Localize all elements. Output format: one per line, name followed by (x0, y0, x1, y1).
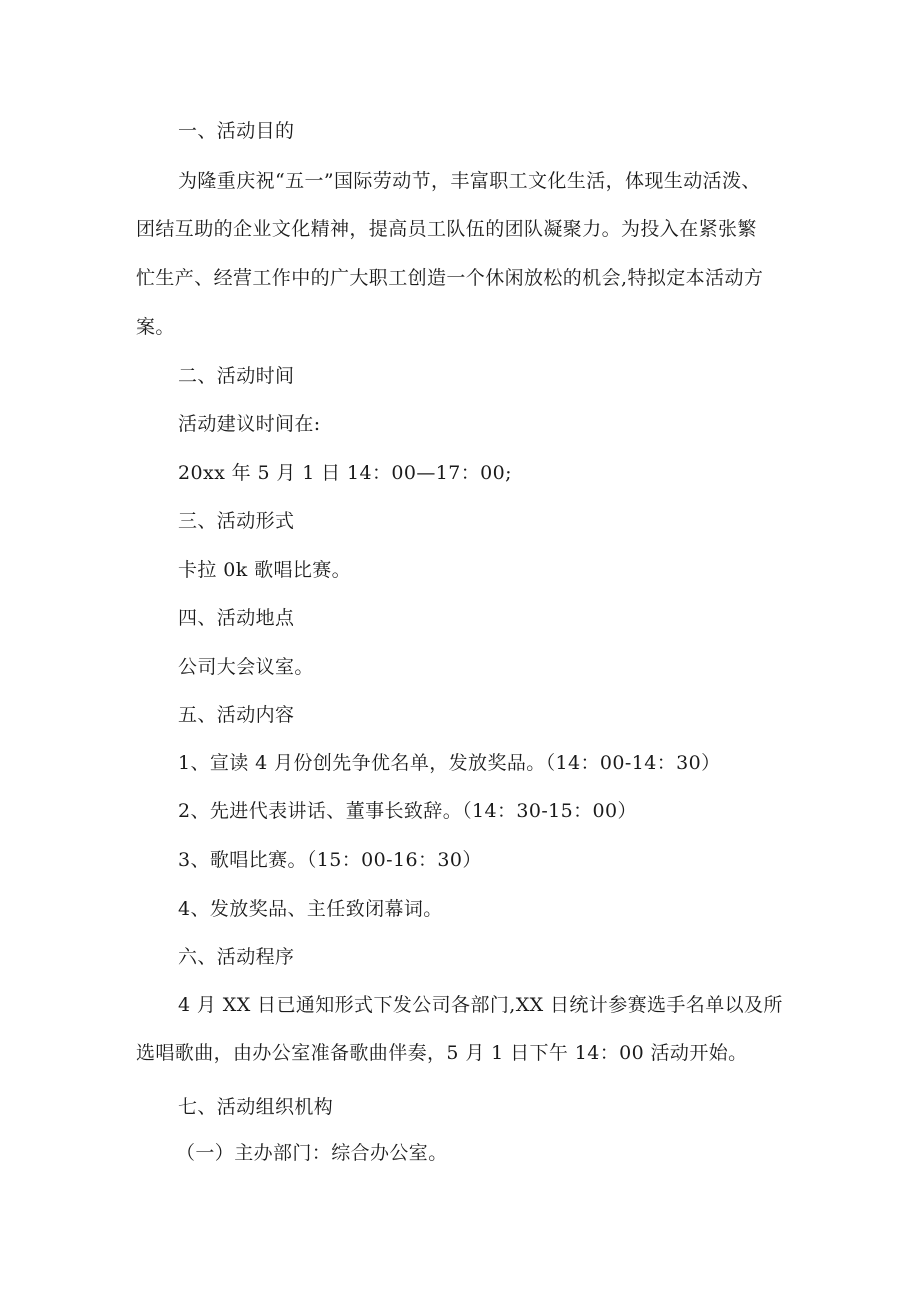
procedure-line-2: 选唱歌曲，由办公室准备歌曲伴奏，5 月 1 日下午 14：00 活动开始。 (136, 1042, 748, 1064)
organization-item-1: （一）主办部门：综合办公室。 (176, 1142, 448, 1164)
content-item-4: 4、发放奖品、主任致闭幕词。 (178, 898, 443, 920)
content-item-1: 1、宣读 4 月份创先争优名单，发放奖品。（14：00-14：30） (178, 752, 721, 774)
time-intro: 活动建议时间在: (178, 413, 321, 435)
location-value: 公司大会议室。 (178, 656, 314, 678)
procedure-line-1: 4 月 XX 日已通知形式下发公司各部门,XX 日统计参赛选手名单以及所 (178, 994, 783, 1016)
paragraph-purpose-line-4: 案。 (136, 316, 175, 338)
heading-procedure: 六、活动程序 (178, 946, 295, 968)
paragraph-purpose-line-2: 团结互助的企业文化精神，提高员工队伍的团队凝聚力。为投入在紧张繁 (136, 218, 757, 240)
content-item-3: 3、歌唱比赛。（15：00-16：30） (178, 849, 482, 871)
heading-time: 二、活动时间 (178, 365, 295, 387)
heading-organization: 七、活动组织机构 (178, 1096, 334, 1118)
heading-purpose: 一、活动目的 (178, 120, 295, 142)
format-value: 卡拉 0k 歌唱比赛。 (178, 559, 352, 581)
paragraph-purpose-line-1: 为隆重庆祝“五一”国际劳动节，丰富职工文化生活，体现生动活泼、 (178, 170, 761, 192)
time-value: 20xx 年 5 月 1 日 14：00—17：00; (178, 462, 512, 484)
heading-content: 五、活动内容 (178, 704, 295, 726)
paragraph-purpose-line-3: 忙生产、经营工作中的广大职工创造一个休闲放松的机会,特拟定本活动方 (136, 267, 764, 289)
content-item-2: 2、先进代表讲话、董事长致辞。（14：30-15：00） (178, 800, 637, 822)
heading-format: 三、活动形式 (178, 510, 295, 532)
heading-location: 四、活动地点 (178, 607, 295, 629)
